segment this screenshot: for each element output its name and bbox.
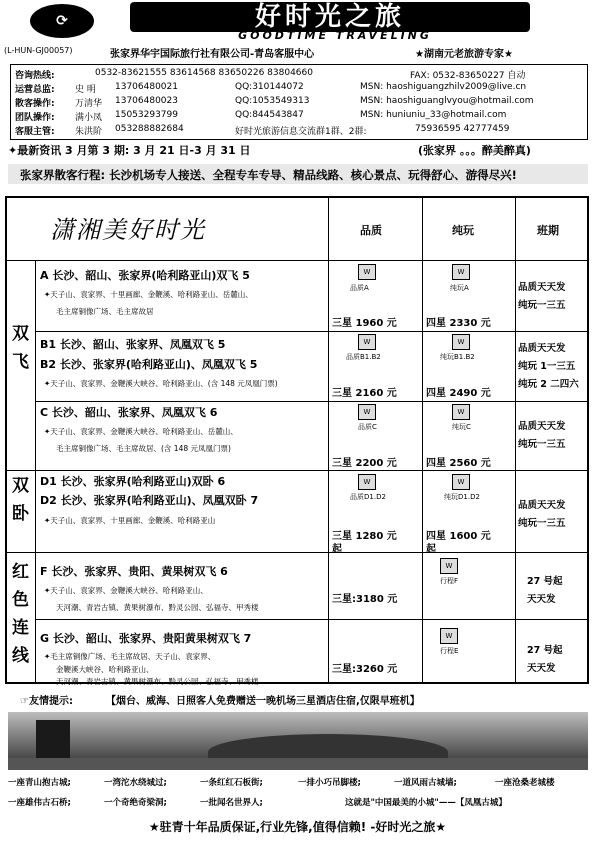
news-slogan: (张家界 。。。醉美醉真)	[418, 144, 531, 157]
divider	[328, 198, 329, 682]
contact-qq: QQ:844543847	[235, 110, 304, 120]
brand-subtitle: GOODTIME TRAVELING	[238, 29, 432, 42]
word-doc-icon[interactable]: W	[358, 334, 376, 350]
word-doc-icon[interactable]: W	[452, 474, 470, 490]
route-name: D2 长沙、张家界(哈利路亚山)、凤凰双卧 7	[40, 494, 259, 507]
schedule-line: 27 号起	[527, 576, 563, 587]
company-header	[0, 44, 595, 60]
contact-row	[15, 124, 585, 137]
contact-name: 史 明	[75, 85, 96, 95]
expert-slogan: ★湖南元老旅游专家★	[415, 49, 513, 60]
tips-text: 【烟台、威海、日照客人免费赠送一晚机场三星酒店住宿,仅限早班机】	[106, 696, 420, 707]
word-doc-icon[interactable]: W	[452, 264, 470, 280]
caption: 一个奇绝奇梁洞;	[104, 798, 167, 808]
contact-msn: MSN: haoshiguangzhilv2009@live.cn	[360, 82, 527, 92]
divider	[35, 331, 587, 332]
schedule-line: 纯玩一三五	[518, 439, 566, 450]
route-name: D1 长沙、张家界(哈利路亚山)双卧 6	[40, 475, 226, 488]
contact-msn: MSN: haoshiguanglvyou@hotmail.com	[360, 96, 534, 106]
word-doc-icon[interactable]: W	[452, 334, 470, 350]
fenghuang-photo	[8, 712, 588, 770]
hotline-numbers: 0532-83621555 83614568 83650226 83804660	[95, 68, 313, 78]
side-label-shuangwo: 双卧	[12, 476, 29, 524]
contact-name: 朱洪阶	[75, 127, 103, 137]
contact-row	[15, 82, 585, 95]
schedule-line: 天天发	[527, 663, 556, 674]
contact-role: 散客操作:	[15, 99, 55, 109]
schedule-line: 纯玩 2 二四六	[518, 379, 579, 390]
price-suffix: 起	[426, 544, 436, 555]
tips-label: ☞友情提示:	[20, 696, 73, 707]
route-spots: ✦天子山、袁家界、金鞭溪大峡谷、哈利路亚山、(含 148 元凤凰门票)	[44, 379, 278, 388]
word-doc-icon[interactable]: W	[440, 628, 458, 644]
contact-qq: QQ:1053549313	[235, 96, 310, 106]
route-spots: 毛主席铜像广场、毛主席故居、(含 148 元凤凰门票)	[56, 444, 231, 453]
contact-phone: 053288882684	[115, 124, 184, 134]
route-name: B2 长沙、张家界(哈利路亚山)、凤凰双飞 5	[40, 358, 258, 371]
doc-label[interactable]: 纯玩D1.D2	[444, 493, 480, 501]
table-title: 潇湘美好时光	[50, 216, 206, 244]
schedule-line: 天天发	[527, 594, 556, 605]
caption: 一批闻名世界人;	[200, 798, 263, 808]
schedule-line: 纯玩一三五	[518, 300, 566, 311]
route-spots: ✦天子山、袁家界、十里画廊、金鞭溪、哈利路亚山	[44, 516, 216, 525]
license-number: (L-HUN-GJ00057)	[4, 46, 73, 55]
side-label-shuangfei: 双飞	[12, 324, 29, 372]
caption: 一湾沱水绕城过;	[104, 778, 167, 788]
news-line	[8, 142, 588, 158]
route-name: F 长沙、张家界、贵阳、黄果树双飞 6	[40, 565, 228, 578]
hotline-row	[15, 68, 585, 81]
column-schedule: 班期	[537, 224, 559, 237]
company-name: 张家界华宇国际旅行社有限公司-青岛客服中心	[110, 49, 315, 60]
schedule-line: 品质天天发	[518, 500, 566, 511]
doc-label[interactable]: 品质B1.B2	[346, 353, 381, 361]
price-play: 四星 2560 元	[426, 458, 491, 469]
news-issue: ✦最新资讯 3 月第 3 期: 3 月 21 日-3 月 31 日	[8, 144, 251, 157]
divider	[7, 470, 587, 471]
price-quality: 三星 2200 元	[332, 458, 397, 469]
contact-role: 运营总监:	[15, 85, 55, 95]
contact-role: 团队操作:	[15, 113, 55, 123]
caption: 一座雄伟古石桥;	[8, 798, 71, 808]
word-doc-icon[interactable]: W	[358, 474, 376, 490]
photo-river	[8, 758, 588, 770]
divider	[515, 198, 516, 682]
brand-title: 好时光之旅	[130, 2, 530, 32]
doc-label[interactable]: 品质D1.D2	[350, 493, 386, 501]
caption: 一座青山抱古城;	[8, 778, 71, 788]
divider	[422, 198, 423, 682]
doc-label[interactable]: 纯玩C	[452, 423, 471, 431]
contact-block	[10, 64, 588, 140]
price-quality: 三星 2160 元	[332, 388, 397, 399]
contact-row	[15, 96, 585, 109]
route-name: G 长沙、韶山、张家界、贵阳黄果树双飞 7	[40, 632, 252, 645]
route-spots: 金鞭溪大峡谷、哈利路亚山、	[56, 665, 154, 674]
logo-emblem: ⟳	[30, 4, 94, 38]
footer-slogan: ★驻青十年品质保证,行业先锋,值得信赖! -好时光之旅★	[148, 820, 447, 834]
divider	[7, 552, 587, 553]
contact-phone: 13706480021	[115, 82, 178, 92]
column-play: 纯玩	[452, 224, 474, 237]
route-name: A 长沙、韶山、张家界(哈利路亚山)双飞 5	[40, 269, 250, 282]
schedule-line: 纯玩一三五	[518, 518, 566, 529]
caption: 一排小巧吊脚楼;	[298, 778, 361, 788]
price-quality: 三星 1280 元	[332, 531, 397, 542]
divider	[7, 260, 587, 261]
price-quality: 三星 1960 元	[332, 318, 397, 329]
word-doc-icon[interactable]: W	[440, 558, 458, 574]
schedule-line: 品质天天发	[518, 282, 566, 293]
scatter-itinerary-banner: 张家界散客行程: 长沙机场专人接送、全程专车专导、精品线路、核心景点、玩得舒心、游得尽兴!	[8, 164, 588, 184]
contact-qq-group: 好时光旅游信息交流群1群、2群:	[235, 127, 367, 137]
contact-name: 万清华	[75, 99, 103, 109]
route-spots: 天河潮、青岩古镇、黄果树瀑布、黔灵公园、弘福寺、甲秀楼	[56, 677, 259, 686]
route-spots: 毛主席铜像广场、毛主席故居	[56, 307, 154, 316]
word-doc-icon[interactable]: W	[358, 404, 376, 420]
route-spots: ✦天子山、袁家界、十里画廊、金鞭溪、哈利路亚山、岳麓山、	[44, 290, 253, 299]
price-quality: 三星:3180 元	[332, 594, 398, 605]
route-spots: ✦天子山、袁家界、金鞭溪大峡谷、哈利路亚山、	[44, 586, 208, 595]
schedule-line: 品质天天发	[518, 421, 566, 432]
contact-phone: 15053293799	[115, 110, 178, 120]
contact-group-numbers: 75936595 42777459	[415, 124, 510, 134]
fax-number: FAX: 0532-83650227 自动	[410, 71, 526, 81]
caption: 一条红红石板街;	[200, 778, 263, 788]
contact-role: 客服主管:	[15, 127, 55, 137]
price-play: 四星 2330 元	[426, 318, 491, 329]
price-quality: 三星:3260 元	[332, 664, 398, 675]
contact-phone: 13706480023	[115, 96, 178, 106]
divider	[35, 401, 587, 402]
caption: 这就是"中国最美的小城"——【凤凰古城】	[345, 798, 507, 808]
contact-qq: QQ:310144072	[235, 82, 304, 92]
word-doc-icon[interactable]: W	[452, 404, 470, 420]
schedule-line: 27 号起	[527, 645, 563, 656]
route-spots: 天河潮、青岩古镇、黄果树瀑布、黔灵公园、弘福寺、甲秀楼	[56, 603, 259, 612]
divider	[35, 619, 587, 620]
caption: 一座沧桑老城楼	[495, 778, 555, 788]
friendly-tips	[6, 688, 590, 708]
doc-label[interactable]: 行程E	[440, 647, 459, 655]
price-play: 四星 2490 元	[426, 388, 491, 399]
price-play: 四星 1600 元	[426, 531, 491, 542]
doc-label[interactable]: 品质A	[350, 284, 369, 292]
doc-label[interactable]: 行程F	[440, 577, 459, 585]
caption: 一道风雨古城墙;	[394, 778, 457, 788]
word-doc-icon[interactable]: W	[358, 264, 376, 280]
column-quality: 品质	[360, 224, 382, 237]
route-name: C 长沙、韶山、张家界、凤凰双飞 6	[40, 406, 218, 419]
doc-label[interactable]: 纯玩A	[450, 284, 469, 292]
schedule-line: 品质天天发	[518, 343, 566, 354]
logo-area	[0, 0, 595, 42]
hotline-label: 咨询热线:	[15, 71, 55, 81]
contact-msn: MSN: huniuniu_33@hotmail.com	[360, 110, 507, 120]
side-label-red-route: 红色连线	[12, 562, 29, 666]
route-spots: ✦毛主席铜像广场、毛主席故居、天子山、袁家界、	[44, 652, 216, 661]
price-suffix: 起	[332, 544, 342, 555]
contact-row	[15, 110, 585, 123]
schedule-line: 纯玩 1一三五	[518, 361, 576, 372]
doc-label[interactable]: 纯玩B1.B2	[440, 353, 475, 361]
contact-name: 满小凤	[75, 113, 103, 123]
doc-label[interactable]: 品质C	[358, 423, 377, 431]
route-name: B1 长沙、韶山、张家界、凤凰双飞 5	[40, 338, 226, 351]
route-spots: ✦天子山、袁家界、金鞭溪大峡谷、哈利路亚山、岳麓山、	[44, 427, 238, 436]
